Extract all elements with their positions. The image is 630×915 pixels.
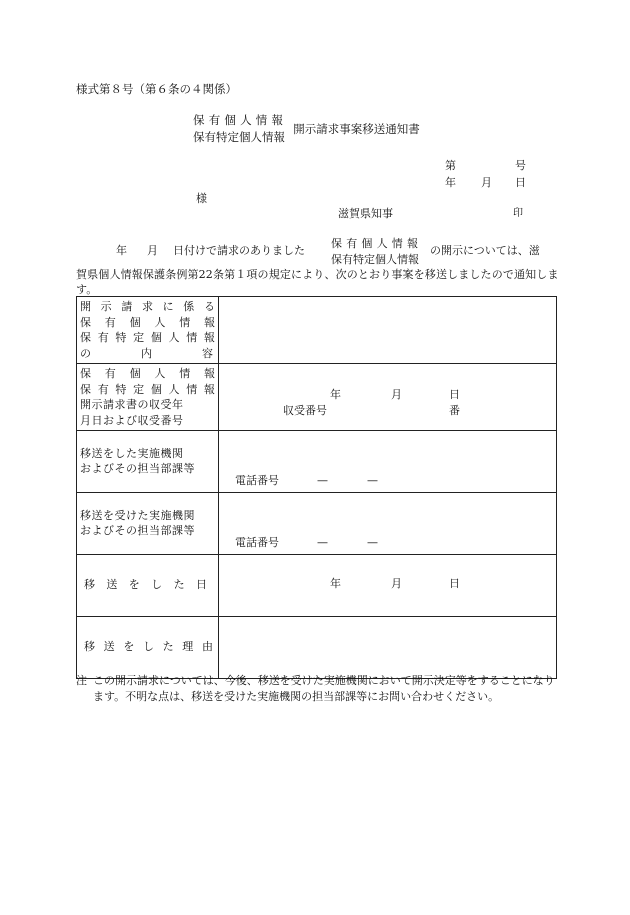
label-line bbox=[80, 577, 215, 593]
label-char: 人 bbox=[168, 382, 180, 396]
label-char: 人 bbox=[168, 331, 180, 344]
body-tail-text: の開示については、滋 bbox=[430, 244, 540, 257]
body-stack-line1: 保有個人情報 bbox=[331, 237, 423, 250]
label-line: 開示請求書の収受年 bbox=[80, 398, 184, 411]
receipt-day-label: 日 bbox=[449, 388, 460, 401]
label-char: る bbox=[203, 300, 215, 313]
label-line bbox=[80, 315, 215, 331]
phone-label: 電話番号 bbox=[235, 536, 279, 549]
title-stack-line1: 保有個人情報 bbox=[193, 113, 288, 127]
table-row bbox=[77, 431, 557, 493]
title-main: 開示請求事案移送通知書 bbox=[293, 121, 420, 136]
label-transfer-reason bbox=[77, 617, 219, 679]
label-line: 移送をした実施機関 bbox=[80, 446, 184, 460]
label-char: を bbox=[123, 640, 135, 654]
table-row bbox=[77, 297, 557, 364]
label-char: 有 bbox=[104, 367, 116, 380]
label-line bbox=[80, 382, 215, 398]
phone-dash: — bbox=[367, 536, 378, 549]
label-char: 人 bbox=[154, 367, 166, 380]
label-char: 報 bbox=[203, 331, 215, 344]
receipt-month-label: 月 bbox=[391, 388, 402, 401]
label-char: 情 bbox=[186, 331, 198, 344]
label-receiving-agency bbox=[77, 493, 219, 555]
body-info-type-stack bbox=[331, 236, 422, 268]
table-row bbox=[77, 493, 557, 555]
label-char: 報 bbox=[203, 315, 215, 329]
label-char: 報 bbox=[203, 367, 215, 380]
value-receipt-info[interactable] bbox=[219, 364, 557, 431]
transfer-details-table bbox=[76, 296, 557, 679]
date-month-label: 月 bbox=[481, 176, 492, 189]
value-transfer-reason[interactable] bbox=[219, 617, 557, 679]
label-char: 有 bbox=[97, 382, 109, 396]
label-char: 定 bbox=[133, 331, 145, 344]
label-char: 保 bbox=[80, 382, 91, 396]
label-char: 人 bbox=[154, 315, 166, 329]
label-char: 有 bbox=[104, 315, 116, 329]
value-request-content[interactable] bbox=[219, 297, 557, 364]
label-line bbox=[80, 346, 215, 362]
label-char: 個 bbox=[150, 382, 162, 396]
label-transferring-agency bbox=[77, 431, 219, 493]
label-char: 開 bbox=[80, 300, 91, 313]
label-char: 移 bbox=[84, 578, 95, 592]
label-receipt-info bbox=[77, 364, 219, 431]
seal-mark: 印 bbox=[513, 208, 523, 219]
label-char: し bbox=[142, 640, 154, 654]
form-number: 様式第８号（第６条の４関係） bbox=[76, 82, 237, 96]
transfer-day-label: 日 bbox=[449, 577, 460, 590]
label-char: 理 bbox=[182, 640, 194, 654]
label-line: 月日および収受番号 bbox=[80, 413, 184, 427]
label-char: 特 bbox=[115, 382, 127, 396]
label-char: 日 bbox=[195, 578, 207, 592]
addressee-honorific: 様 bbox=[196, 192, 207, 205]
label-char: を bbox=[128, 578, 140, 592]
phone-dash: — bbox=[317, 536, 328, 549]
value-transfer-date[interactable] bbox=[219, 555, 557, 617]
label-line bbox=[80, 330, 215, 346]
label-char: 保 bbox=[80, 367, 91, 380]
label-char: 個 bbox=[129, 367, 141, 380]
label-char: た bbox=[173, 578, 185, 592]
phone-label: 電話番号 bbox=[235, 474, 279, 487]
receipt-year-label: 年 bbox=[330, 388, 341, 401]
label-line bbox=[80, 639, 215, 655]
body-paragraph: 賀県個人情報保護条例第22条第１項の規定により、次のとおり事案を移送しましたので通知します。 bbox=[76, 268, 559, 296]
date-day-label: 日 bbox=[515, 176, 526, 189]
document-title bbox=[193, 112, 420, 146]
date-year-label: 年 bbox=[445, 176, 456, 189]
phone-dash: — bbox=[367, 474, 378, 487]
doc-number-suffix: 号 bbox=[515, 159, 526, 172]
doc-number-prefix: 第 bbox=[445, 159, 456, 172]
footnote bbox=[76, 673, 561, 705]
label-line bbox=[80, 366, 215, 382]
label-request-content bbox=[77, 297, 219, 364]
label-char: 特 bbox=[115, 331, 127, 344]
body-month-label: 月 bbox=[147, 244, 158, 257]
label-char: 定 bbox=[133, 382, 145, 396]
label-char: 求 bbox=[141, 300, 153, 313]
transfer-month-label: 月 bbox=[391, 577, 402, 590]
label-line: 移送を受けた実施機関 bbox=[80, 508, 195, 522]
label-char: 保 bbox=[80, 315, 91, 329]
value-receiving-agency[interactable] bbox=[219, 493, 557, 555]
table-row bbox=[77, 555, 557, 617]
receipt-number-label: 収受番号 bbox=[283, 404, 327, 417]
body-stack-line2: 保有特定個人情報 bbox=[331, 253, 419, 266]
transfer-year-label: 年 bbox=[330, 577, 341, 590]
label-char: 移 bbox=[84, 640, 95, 654]
footnote-mark: 注 bbox=[76, 674, 87, 687]
phone-dash: — bbox=[317, 474, 328, 487]
value-transferring-agency[interactable] bbox=[219, 431, 557, 493]
label-char: 送 bbox=[103, 640, 115, 654]
label-char: 個 bbox=[129, 315, 141, 329]
title-info-type-stack bbox=[193, 112, 287, 146]
receipt-number-suffix: 番 bbox=[449, 404, 460, 417]
label-transfer-date bbox=[77, 555, 219, 617]
label-line: およびその担当部課等 bbox=[80, 524, 195, 537]
body-year-label: 年 bbox=[116, 244, 127, 257]
label-char: 内 bbox=[141, 346, 152, 360]
label-char: 示 bbox=[100, 300, 112, 313]
table-row bbox=[77, 364, 557, 431]
label-char: 情 bbox=[179, 367, 191, 380]
label-char: の bbox=[80, 346, 91, 360]
label-char: 個 bbox=[150, 331, 162, 344]
issuer-governor: 滋賀県知事 bbox=[338, 207, 393, 220]
label-char: に bbox=[162, 300, 174, 313]
label-char: 由 bbox=[201, 640, 213, 654]
label-char: 請 bbox=[121, 300, 133, 313]
table-row bbox=[77, 617, 557, 679]
label-char: 有 bbox=[97, 331, 109, 344]
label-char: た bbox=[162, 640, 174, 654]
label-char: 係 bbox=[183, 300, 195, 313]
label-char: 情 bbox=[186, 382, 198, 396]
label-char: し bbox=[151, 578, 163, 592]
footnote-text: この開示請求については、今後、移送を受けた実施機関において開示決定等をすることになります。不明な点は、移送を受けた実施機関の担当部課等にお問い合わせください。 bbox=[93, 674, 555, 703]
label-line bbox=[80, 299, 215, 315]
label-char: 送 bbox=[106, 578, 118, 592]
label-char: 報 bbox=[203, 382, 215, 396]
title-stack-line2: 保有特定個人情報 bbox=[193, 130, 285, 144]
label-char: 保 bbox=[80, 331, 91, 344]
body-request-date-text: 日付けで請求のありました bbox=[173, 244, 305, 257]
label-char: 情 bbox=[179, 315, 191, 329]
label-char: 容 bbox=[202, 346, 213, 360]
label-line: およびその担当部課等 bbox=[80, 462, 195, 475]
